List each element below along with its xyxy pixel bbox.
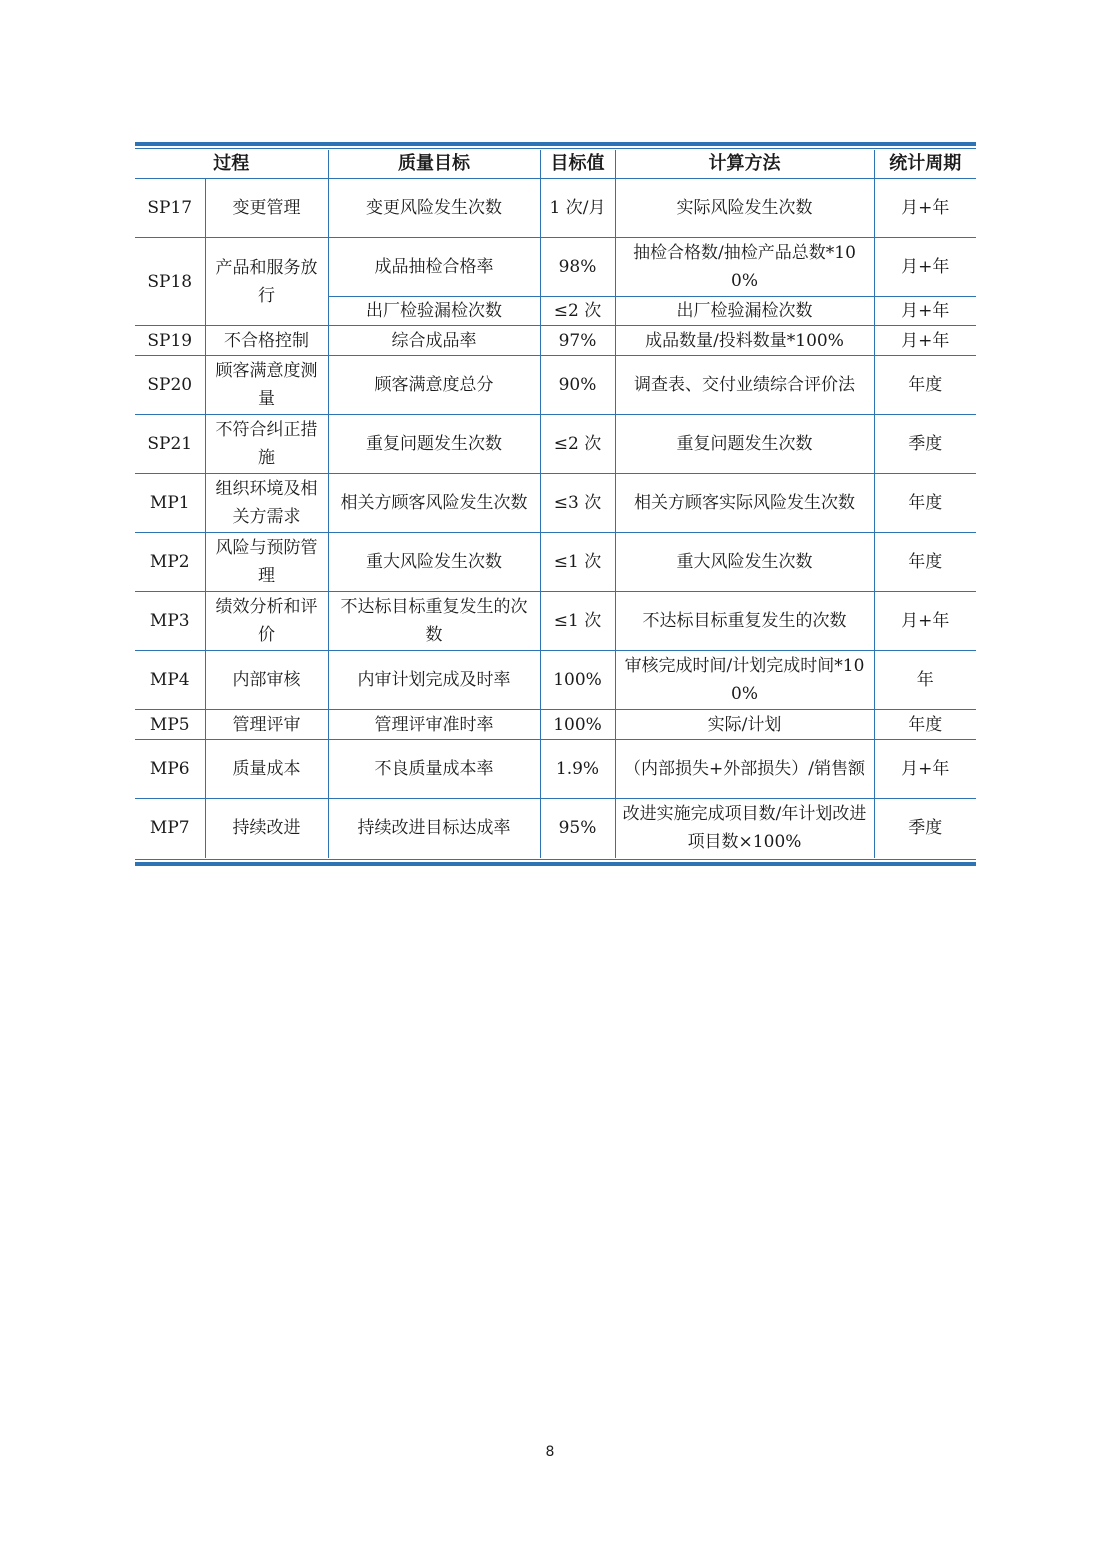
quality-goal: 内审计划完成及时率 — [328, 651, 540, 710]
quality-goal: 出厂检验漏检次数 — [328, 297, 540, 326]
quality-goal: 持续改进目标达成率 — [328, 799, 540, 858]
header-target-value: 目标值 — [540, 150, 615, 179]
calc-method: 出厂检验漏检次数 — [615, 297, 874, 326]
calc-method: 抽检合格数/抽检产品总数*100% — [615, 238, 874, 297]
stat-period: 月+年 — [874, 326, 976, 356]
stat-period: 年度 — [874, 474, 976, 533]
table-bottom-rule — [135, 859, 976, 866]
table-row — [135, 799, 976, 858]
quality-goal: 不良质量成本率 — [328, 740, 540, 799]
quality-goal: 成品抽检合格率 — [328, 238, 540, 297]
process-name: 持续改进 — [205, 799, 328, 858]
calc-method: （内部损失+外部损失）/销售额 — [615, 740, 874, 799]
table-header-row — [135, 150, 976, 179]
header-stat-period: 统计周期 — [874, 150, 976, 179]
stat-period: 月+年 — [874, 238, 976, 297]
quality-objectives-table — [135, 150, 976, 858]
process-code: MP6 — [135, 740, 205, 799]
target-value: 1.9% — [540, 740, 615, 799]
table-row — [135, 592, 976, 651]
table-row — [135, 415, 976, 474]
process-name: 内部审核 — [205, 651, 328, 710]
process-code: SP18 — [135, 238, 205, 326]
target-value: 100% — [540, 651, 615, 710]
table-row — [135, 710, 976, 740]
table-row — [135, 651, 976, 710]
header-process: 过程 — [135, 150, 328, 179]
header-calc-method: 计算方法 — [615, 150, 874, 179]
quality-goal: 顾客满意度总分 — [328, 356, 540, 415]
quality-goal: 相关方顾客风险发生次数 — [328, 474, 540, 533]
table-row — [135, 533, 976, 592]
table-row — [135, 179, 976, 238]
quality-goal: 综合成品率 — [328, 326, 540, 356]
calc-method: 实际风险发生次数 — [615, 179, 874, 238]
process-name: 绩效分析和评价 — [205, 592, 328, 651]
process-code: MP5 — [135, 710, 205, 740]
stat-period: 年度 — [874, 356, 976, 415]
process-name: 组织环境及相关方需求 — [205, 474, 328, 533]
calc-method: 调查表、交付业绩综合评价法 — [615, 356, 874, 415]
target-value: 97% — [540, 326, 615, 356]
calc-method: 不达标目标重复发生的次数 — [615, 592, 874, 651]
quality-goal: 管理评审准时率 — [328, 710, 540, 740]
process-code: SP17 — [135, 179, 205, 238]
calc-method: 重复问题发生次数 — [615, 415, 874, 474]
target-value: ≤3 次 — [540, 474, 615, 533]
header-quality-goal: 质量目标 — [328, 150, 540, 179]
target-value: ≤1 次 — [540, 533, 615, 592]
target-value: ≤2 次 — [540, 415, 615, 474]
stat-period: 年度 — [874, 533, 976, 592]
table-top-rule — [135, 142, 976, 149]
process-name: 变更管理 — [205, 179, 328, 238]
table-row — [135, 740, 976, 799]
calc-method: 改进实施完成项目数/年计划改进项目数×100% — [615, 799, 874, 858]
process-name: 不符合纠正措施 — [205, 415, 328, 474]
process-name: 不合格控制 — [205, 326, 328, 356]
stat-period: 月+年 — [874, 592, 976, 651]
table-row — [135, 326, 976, 356]
quality-goal: 不达标目标重复发生的次数 — [328, 592, 540, 651]
stat-period: 月+年 — [874, 297, 976, 326]
stat-period: 季度 — [874, 415, 976, 474]
calc-method: 实际/计划 — [615, 710, 874, 740]
quality-goal: 变更风险发生次数 — [328, 179, 540, 238]
process-name: 质量成本 — [205, 740, 328, 799]
process-code: MP2 — [135, 533, 205, 592]
stat-period: 月+年 — [874, 740, 976, 799]
quality-goal: 重大风险发生次数 — [328, 533, 540, 592]
calc-method: 重大风险发生次数 — [615, 533, 874, 592]
calc-method: 成品数量/投料数量*100% — [615, 326, 874, 356]
process-name: 管理评审 — [205, 710, 328, 740]
table-row — [135, 238, 976, 297]
target-value: 90% — [540, 356, 615, 415]
target-value: 95% — [540, 799, 615, 858]
process-name: 风险与预防管理 — [205, 533, 328, 592]
process-code: SP19 — [135, 326, 205, 356]
target-value: 1 次/月 — [540, 179, 615, 238]
process-code: MP4 — [135, 651, 205, 710]
quality-objectives-table-wrapper — [135, 142, 976, 866]
stat-period: 年 — [874, 651, 976, 710]
calc-method: 审核完成时间/计划完成时间*100% — [615, 651, 874, 710]
stat-period: 年度 — [874, 710, 976, 740]
table-row — [135, 356, 976, 415]
calc-method: 相关方顾客实际风险发生次数 — [615, 474, 874, 533]
process-code: MP1 — [135, 474, 205, 533]
page-number: 8 — [545, 1444, 555, 1460]
stat-period: 月+年 — [874, 179, 976, 238]
process-code: SP20 — [135, 356, 205, 415]
process-code: MP7 — [135, 799, 205, 858]
target-value: 100% — [540, 710, 615, 740]
process-name: 产品和服务放行 — [205, 238, 328, 326]
target-value: ≤2 次 — [540, 297, 615, 326]
stat-period: 季度 — [874, 799, 976, 858]
quality-goal: 重复问题发生次数 — [328, 415, 540, 474]
target-value: ≤1 次 — [540, 592, 615, 651]
process-name: 顾客满意度测量 — [205, 356, 328, 415]
process-code: SP21 — [135, 415, 205, 474]
table-row — [135, 474, 976, 533]
process-code: MP3 — [135, 592, 205, 651]
target-value: 98% — [540, 238, 615, 297]
